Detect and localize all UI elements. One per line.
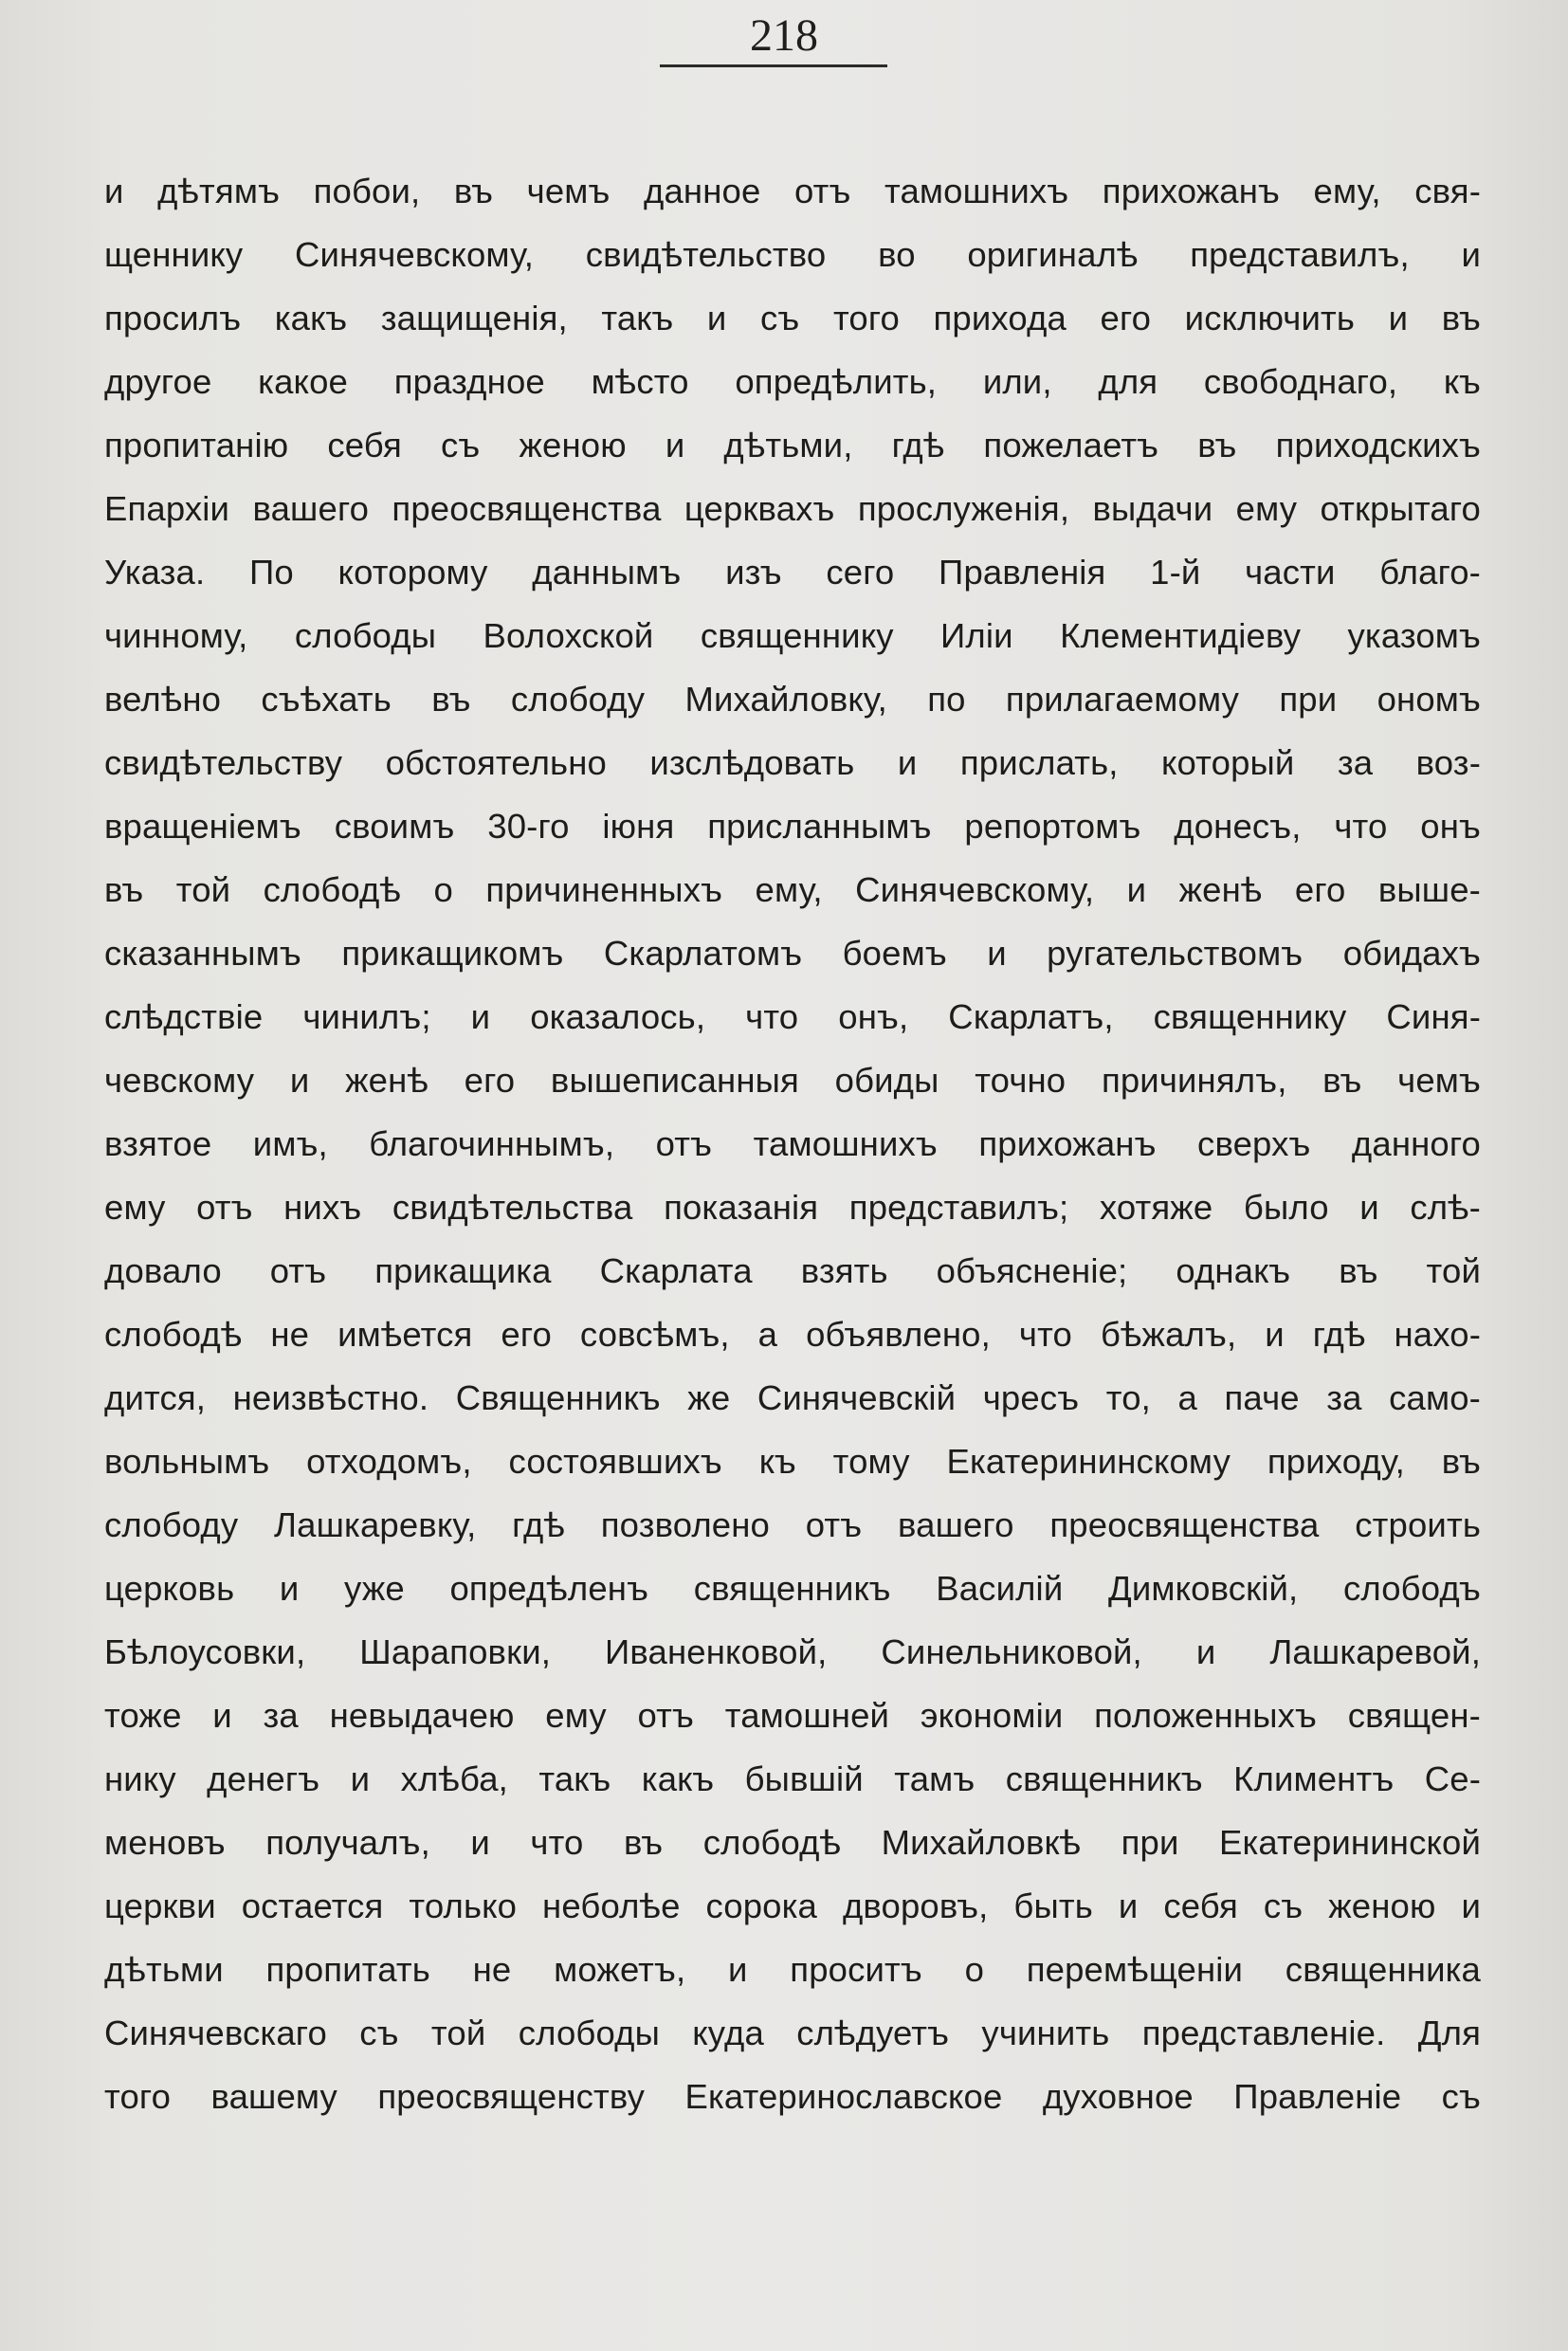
text-line: ему отъ нихъ свидѣтельства показанія представилъ; хотяже было и слѣ-	[104, 1188, 1481, 1227]
text-line: нику денегъ и хлѣба, такъ какъ бывшій тамъ священникъ Климентъ Се-	[104, 1759, 1481, 1798]
header-rule	[660, 64, 887, 67]
text-line: взятое имъ, благочиннымъ, отъ тамошнихъ прихожанъ сверхъ данного	[104, 1124, 1481, 1163]
text-line: велѣно съѣхать въ слободу Михайловку, по прилагаемому при ономъ	[104, 680, 1481, 719]
text-line: свидѣтельству обстоятельно изслѣдовать и прислать, который за воз-	[104, 743, 1481, 782]
text-line: слѣдствіе чинилъ; и оказалось, что онъ, Скарлатъ, священнику Синя-	[104, 997, 1481, 1036]
text-line: слободѣ не имѣется его совсѣмъ, а объявлено, что бѣжалъ, и гдѣ нахо-	[104, 1315, 1481, 1354]
text-line: вольнымъ отходомъ, состоявшихъ къ тому Екатерининскому приходу, въ	[104, 1442, 1481, 1481]
page-number: 218	[750, 10, 818, 61]
text-line: церкви остается только неболѣе сорока дворовъ, быть и себя съ женою и	[104, 1886, 1481, 1925]
text-line: просилъ какъ защищенія, такъ и съ того прихода его исключить и въ	[104, 299, 1481, 337]
text-line: Епархіи вашего преосвященства церквахъ прослуженія, выдачи ему открытаго	[104, 489, 1481, 528]
text-line: слободу Лашкаревку, гдѣ позволено отъ вашего преосвященства строить	[104, 1505, 1481, 1544]
body-text	[104, 159, 1481, 2128]
text-line: пропитанію себя съ женою и дѣтьми, гдѣ пожелаетъ въ приходскихъ	[104, 426, 1481, 465]
text-line: довало отъ прикащика Скарлата взять объясненіе; однакъ въ той	[104, 1251, 1481, 1290]
text-line: сказаннымъ прикащикомъ Скарлатомъ боемъ и ругательствомъ обидахъ	[104, 934, 1481, 973]
text-line: щеннику Синячевскому, свидѣтельство во оригиналѣ представилъ, и	[104, 235, 1481, 274]
text-line: Бѣлоусовки, Шараповки, Иваненковой, Синельниковой, и Лашкаревой,	[104, 1632, 1481, 1671]
text-line: меновъ получалъ, и что въ слободѣ Михайловкѣ при Екатерининской	[104, 1823, 1481, 1862]
text-line: дѣтьми пропитать не можетъ, и проситъ о перемѣщеніи священника	[104, 1950, 1481, 1989]
text-line: тоже и за невыдачею ему отъ тамошней экономіи положенныхъ священ-	[104, 1696, 1481, 1735]
text-line: чевскому и женѣ его вышеписанныя обиды точно причинялъ, въ чемъ	[104, 1061, 1481, 1100]
text-line: въ той слободѣ о причиненныхъ ему, Синячевскому, и женѣ его выше-	[104, 870, 1481, 909]
text-line: чинному, слободы Волохской священнику Иліи Клементидіеву указомъ	[104, 616, 1481, 655]
text-line: дится, неизвѣстно. Священникъ же Синячевскій чресъ то, а паче за само-	[104, 1378, 1481, 1417]
text-line: Синячевскаго съ той слободы куда слѣдуетъ учинить представленіе. Для	[104, 2014, 1481, 2052]
text-line: и дѣтямъ побои, въ чемъ данное отъ тамошнихъ прихожанъ ему, свя-	[104, 172, 1481, 210]
text-line: вращеніемъ своимъ 30-го іюня присланнымъ репортомъ донесъ, что онъ	[104, 807, 1481, 846]
text-line: того вашему преосвященству Екатеринославское духовное Правленіе съ	[104, 2077, 1481, 2116]
text-line: другое какое праздное мѣсто опредѣлить, или, для свободнаго, къ	[104, 362, 1481, 401]
text-line: церковь и уже опредѣленъ священникъ Василій Димковскій, слободъ	[104, 1569, 1481, 1608]
text-line: Указа. По которому даннымъ изъ сего Правленія 1-й части благо-	[104, 553, 1481, 592]
